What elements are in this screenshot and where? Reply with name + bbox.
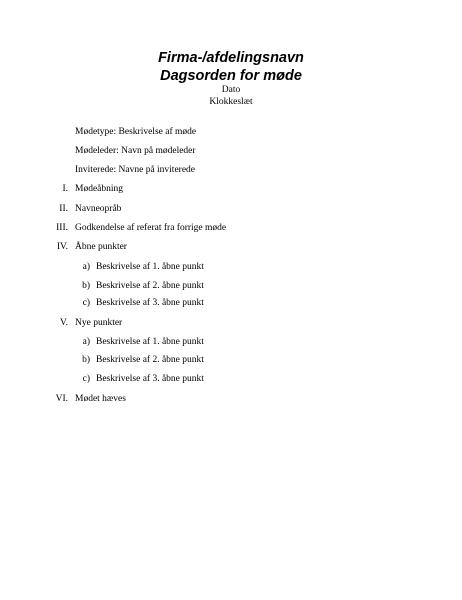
agenda-item-number: VI. xyxy=(55,394,68,404)
agenda-item-text: Åbne punkter xyxy=(75,242,127,252)
agenda-subitem-text: Beskrivelse af 3. åbne punkt xyxy=(96,298,204,308)
meeting-leader: Mødeleder: Navn på mødeleder xyxy=(75,146,196,156)
agenda-subitem-text: Beskrivelse af 2. åbne punkt xyxy=(96,281,204,291)
agenda-item-text: Godkendelse af referat fra forrige møde xyxy=(75,223,227,233)
agenda-subitem-text: Beskrivelse af 2. åbne punkt xyxy=(96,355,204,365)
agenda-subitem-number: c) xyxy=(82,374,90,384)
agenda-item-number: II. xyxy=(59,204,68,214)
time-field: Klokkeslæt xyxy=(209,97,253,107)
agenda-item-number: I. xyxy=(62,184,68,194)
agenda-subitem-text: Beskrivelse af 1. åbne punkt xyxy=(96,337,204,347)
date-field: Dato xyxy=(221,85,241,95)
company-name: Firma-/afdelingsnavn xyxy=(158,50,304,66)
agenda-subitem-number: b) xyxy=(82,355,90,365)
agenda-subitem-number: b) xyxy=(82,281,90,291)
agenda-subitem-text: Beskrivelse af 1. åbne punkt xyxy=(96,262,204,272)
agenda-subitem-number: c) xyxy=(82,298,90,308)
agenda-item-text: Mødeåbning xyxy=(75,184,124,194)
agenda-item-number: IV. xyxy=(56,242,68,252)
agenda-subitem-number: a) xyxy=(82,337,90,347)
document-title: Dagsorden for møde xyxy=(160,68,302,84)
agenda-subitem-text: Beskrivelse af 3. åbne punkt xyxy=(96,374,204,384)
agenda-item-number: V. xyxy=(59,318,68,328)
meeting-type: Mødetype: Beskrivelse af møde xyxy=(75,127,197,137)
agenda-item-text: Mødet hæves xyxy=(75,394,126,404)
agenda-item-number: III. xyxy=(56,223,68,233)
invited-list: Inviterede: Navne på inviterede xyxy=(75,165,196,175)
agenda-item-text: Nye punkter xyxy=(75,318,123,328)
agenda-item-text: Navneopråb xyxy=(75,204,122,214)
agenda-subitem-number: a) xyxy=(82,262,90,272)
